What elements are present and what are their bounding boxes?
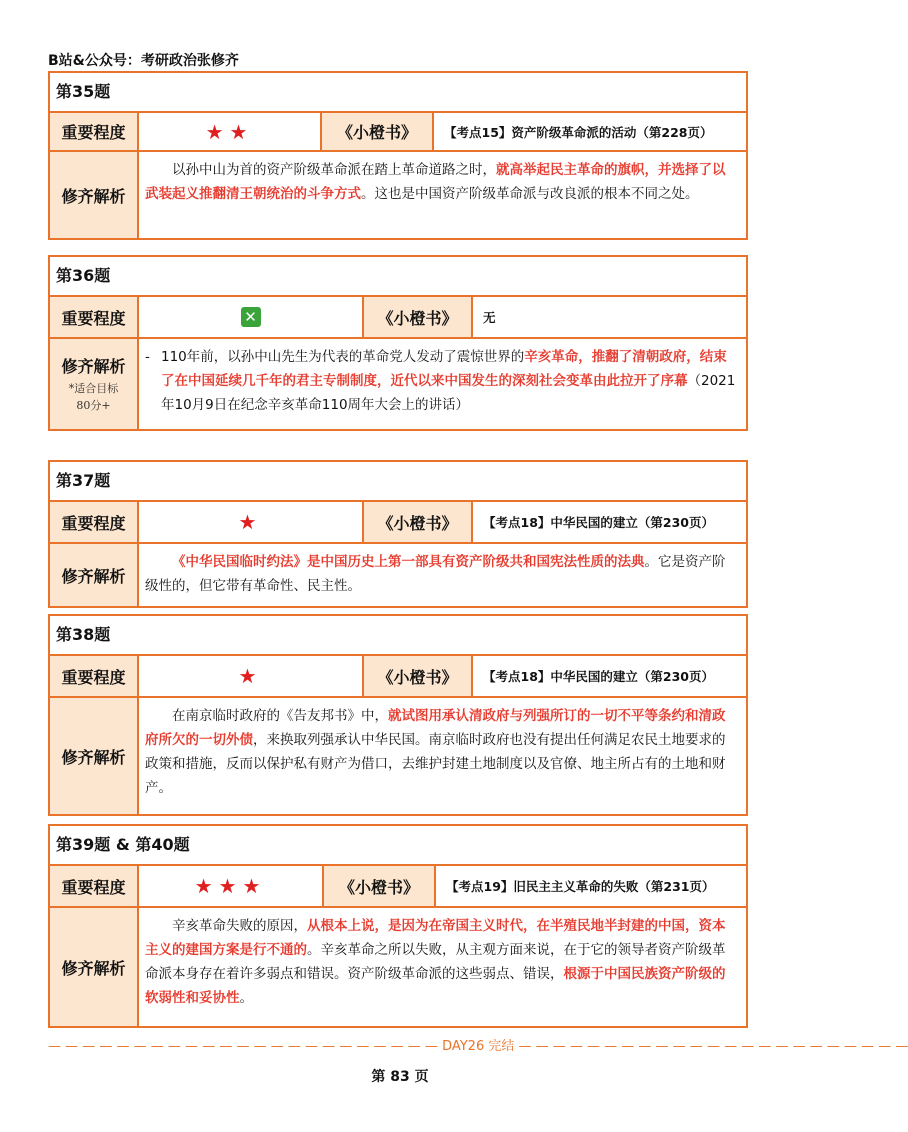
analysis-label-text: 修齐解析: [61, 357, 126, 376]
analysis-label: 修齐解析: [50, 544, 139, 606]
page-number: 第 83 页: [371, 1069, 429, 1085]
analysis-text: [139, 908, 746, 1026]
target-note-score: 80分+: [76, 399, 111, 412]
analysis-text: [139, 152, 746, 238]
question-title: 第39题 & 第40题: [50, 826, 746, 866]
page-header: B站&公众号：考研政治张修齐: [48, 53, 239, 69]
body-text: 。: [239, 990, 253, 1006]
importance-label: 重要程度: [50, 113, 139, 150]
analysis-label: 修齐解析: [50, 698, 139, 814]
body-text: 110年前，以孙中山先生为代表的革命党人发动了震惊世界的: [161, 349, 525, 365]
question-block-35: [48, 71, 748, 240]
importance-stars: ★: [139, 502, 364, 542]
question-block-37: [48, 460, 748, 608]
question-block-38: [48, 614, 748, 816]
day-end-text: DAY26 完结: [442, 1039, 515, 1054]
book-label: 《小橙书》: [322, 113, 434, 150]
body-text: ，来换取列强承认中华民国。南京临时政府也没有提出任何满足农民土地要求的政策和措施，反而以保护私有财产为借口，去维护封建土地制度以及官僚、地主所占有的土地和财产。: [145, 732, 726, 796]
highlight-text: 辛亥革命，推翻了清朝政府，结束了在中国延续几千年的君主专制制度，近代以来中国发生的深刻社会变革由此拉开了序幕: [161, 349, 727, 389]
body-text: 。它是资产阶级性的，但它带有革命性、民主性。: [145, 554, 726, 594]
importance-stars: ★★: [139, 113, 322, 150]
body-text: 辛亥革命失败的原因，: [172, 918, 307, 934]
question-block-39-40: [48, 824, 748, 1028]
body-text: 。这也是中国资产阶级革命派与改良派的根本不同之处。: [361, 186, 699, 202]
book-label: 《小橙书》: [364, 297, 473, 337]
divider-dashes-left: — — — — — — — — — — — — — — — — — — — — — — —: [48, 1039, 438, 1054]
body-text: （2021年10月9日在纪念辛亥革命110周年大会上的讲话）: [161, 373, 736, 413]
question-title: 第37题: [50, 462, 746, 502]
question-title: 第36题: [50, 257, 746, 297]
highlight-text: 从根本上说，是因为在帝国主义时代，在半殖民地半封建的中国，资本主义的建国方案是行不通的: [145, 918, 726, 958]
book-label: 《小橙书》: [364, 502, 473, 542]
importance-label: 重要程度: [50, 656, 139, 696]
kaodian-ref: 【考点18】中华民国的建立（第230页）: [483, 669, 714, 684]
highlight-text: 《中华民国临时约法》是中国历史上第一部具有资产阶级共和国宪法性质的法典: [172, 554, 645, 570]
analysis-label: 修齐解析: [50, 908, 139, 1026]
highlight-text: 就试图用承认清政府与列强所订的一切不平等条约和清政府所欠的一切外债: [145, 708, 726, 748]
analysis-text: [139, 698, 746, 814]
divider-dashes-right: — — — — — — — — — — — — — — — — — — — — — — —: [518, 1039, 908, 1054]
importance-stars: ★: [139, 656, 364, 696]
body-text: 以孙中山为首的资产阶级革命派在踏上革命道路之时，: [172, 162, 496, 178]
importance-stars: ★★★: [139, 866, 324, 906]
importance-label: 重要程度: [50, 866, 139, 906]
question-block-36: [48, 255, 748, 431]
question-title: 第35题: [50, 73, 746, 113]
book-label: 《小橙书》: [364, 656, 473, 696]
kaodian-ref: 【考点15】资产阶级革命派的活动（第228页）: [444, 124, 713, 140]
importance-label: 重要程度: [50, 297, 139, 337]
cross-mark-icon: ✕: [241, 307, 261, 327]
analysis-label: 修齐解析: [50, 152, 139, 238]
kaodian-ref: 【考点19】旧民主主义革命的失败（第231页）: [446, 879, 715, 894]
book-label: 《小橙书》: [324, 866, 436, 906]
body-text: 。辛亥革命之所以失败，从主观方面来说，在于它的领导者资产阶级革命派本身存在着许多弱点和错误。资产阶级革命派的这些弱点、错误，: [145, 942, 726, 982]
highlight-text: 就高举起民主革命的旗帜，并选择了以武装起义推翻清王朝统治的斗争方式: [145, 162, 726, 202]
day-end-divider: [48, 1035, 908, 1054]
analysis-label: [50, 339, 139, 429]
highlight-text: 根源于中国民族资产阶级的软弱性和妥协性: [145, 966, 726, 1006]
importance-indicator: [139, 297, 364, 337]
list-dash: -: [145, 349, 150, 365]
analysis-text: [139, 339, 746, 429]
importance-label: 重要程度: [50, 502, 139, 542]
kaodian-ref: 【考点18】中华民国的建立（第230页）: [483, 515, 714, 530]
question-title: 第38题: [50, 616, 746, 656]
target-note: *适合目标: [68, 382, 119, 395]
body-text: 在南京临时政府的《告友邦书》中，: [172, 708, 388, 724]
analysis-text: [139, 544, 746, 606]
kaodian-ref: 无: [483, 310, 496, 325]
